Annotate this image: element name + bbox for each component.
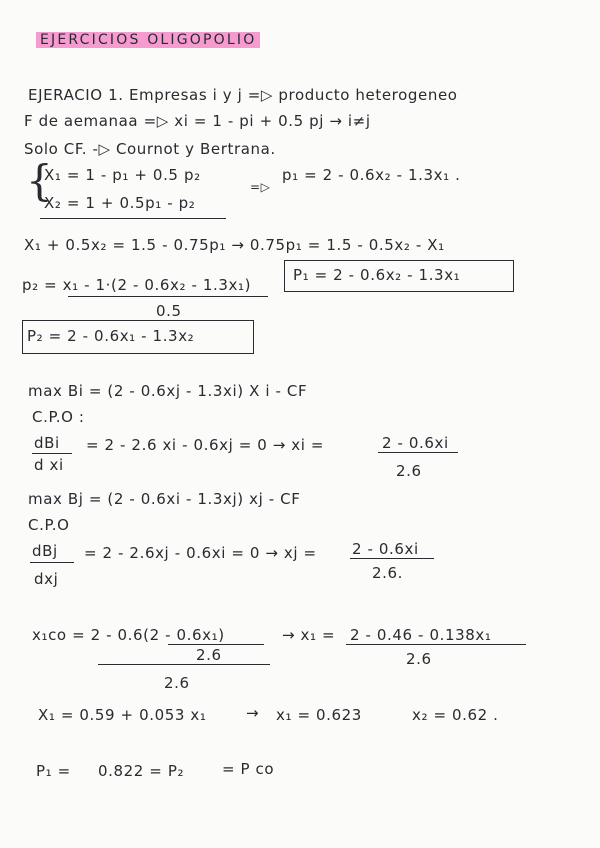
- x1-expanded-bar: [346, 644, 526, 645]
- p1-expression: p₁ = 2 - 0.6x₂ - 1.3x₁ .: [282, 166, 461, 184]
- xi-solution-numerator: 2 - 0.6xi: [382, 434, 449, 452]
- max-bi-line: max Bi = (2 - 0.6xj - 1.3xi) X i - CF: [28, 382, 308, 400]
- p2-fraction-bar: [68, 296, 268, 297]
- implies-arrow: =▷: [250, 180, 271, 194]
- system-underline: [40, 218, 226, 219]
- cpo-label-i: C.P.O :: [32, 408, 85, 426]
- xi-solution-denominator: 2.6: [396, 462, 422, 480]
- price-equal: = P co: [222, 760, 275, 778]
- dbi-fraction-bar: [32, 453, 72, 454]
- p2-result: P₂ = 2 - 0.6x₁ - 1.3x₂: [27, 327, 195, 345]
- max-bj-line: max Bj = (2 - 0.6xi - 1.3xj) xj - CF: [28, 490, 301, 508]
- p2-result-box: [22, 320, 254, 354]
- system-brace: {: [26, 156, 53, 205]
- dbj-fraction-bar: [30, 562, 74, 563]
- dbj-denominator: dxj: [34, 570, 59, 588]
- derivation-line: X₁ + 0.5x₂ = 1.5 - 0.75p₁ → 0.75p₁ = 1.5 - 0.5x₂ - X₁: [24, 236, 445, 254]
- system-eq-2: X₂ = 1 + 0.5p₁ - p₂: [44, 194, 196, 212]
- inner-fraction-bar: [168, 644, 264, 645]
- price-p1: P₁ =: [36, 762, 71, 780]
- p1-result-box: [284, 260, 514, 292]
- xj-solution-denominator: 2.6.: [372, 564, 404, 582]
- dbi-numerator: dBi: [34, 434, 60, 452]
- outer-fraction-bar: [98, 664, 270, 665]
- demand-function-line: F de aemanaa =▷ xi = 1 - pi + 0.5 pj → i≠j: [24, 112, 371, 130]
- x1-arrow: → x₁ =: [282, 626, 336, 644]
- dbi-denominator: d xi: [34, 456, 64, 474]
- x1-expanded-denominator: 2.6: [406, 650, 432, 668]
- xi-solution-bar: [378, 452, 458, 453]
- cpo-label-j: C.P.O: [28, 516, 70, 534]
- x1-linear-eq: X₁ = 0.59 + 0.053 x₁: [38, 706, 207, 724]
- page-title: [36, 30, 260, 49]
- xj-solution-bar: [350, 558, 434, 559]
- models-line: Solo CF. -▷ Cournot y Bertrana.: [24, 140, 276, 158]
- x1-expanded-numerator: 2 - 0.46 - 0.138x₁: [350, 626, 492, 644]
- p1-result: P₁ = 2 - 0.6x₂ - 1.3x₁: [293, 266, 461, 284]
- foc-i-equation: = 2 - 2.6 xi - 0.6xj = 0 → xi =: [86, 436, 325, 454]
- x1-result-arrow: →: [246, 704, 260, 722]
- price-value: 0.822 = P₂: [98, 762, 185, 780]
- dbj-numerator: dBj: [32, 542, 58, 560]
- x1-cournot-result: x₁ = 0.623: [276, 706, 362, 724]
- outer-denominator: 2.6: [164, 674, 190, 692]
- exercise-heading: EJERACIO 1. Empresas i y j =▷ producto heterogeneo: [28, 86, 458, 104]
- inner-denominator: 2.6: [196, 646, 222, 664]
- title-highlight: EJERCICIOS OLIGOPOLIO: [36, 32, 260, 48]
- system-eq-1: X₁ = 1 - p₁ + 0.5 p₂: [44, 166, 201, 184]
- x1-substitution: x₁co = 2 - 0.6(2 - 0.6x₁): [32, 626, 225, 644]
- x2-cournot-result: x₂ = 0.62 .: [412, 706, 499, 724]
- p2-fraction-denominator: 0.5: [156, 302, 182, 320]
- foc-j-equation: = 2 - 2.6xj - 0.6xi = 0 → xj =: [84, 544, 317, 562]
- xj-solution-numerator: 2 - 0.6xi: [352, 540, 419, 558]
- p2-fraction-numerator: p₂ = x₁ - 1·(2 - 0.6x₂ - 1.3x₁): [22, 276, 252, 294]
